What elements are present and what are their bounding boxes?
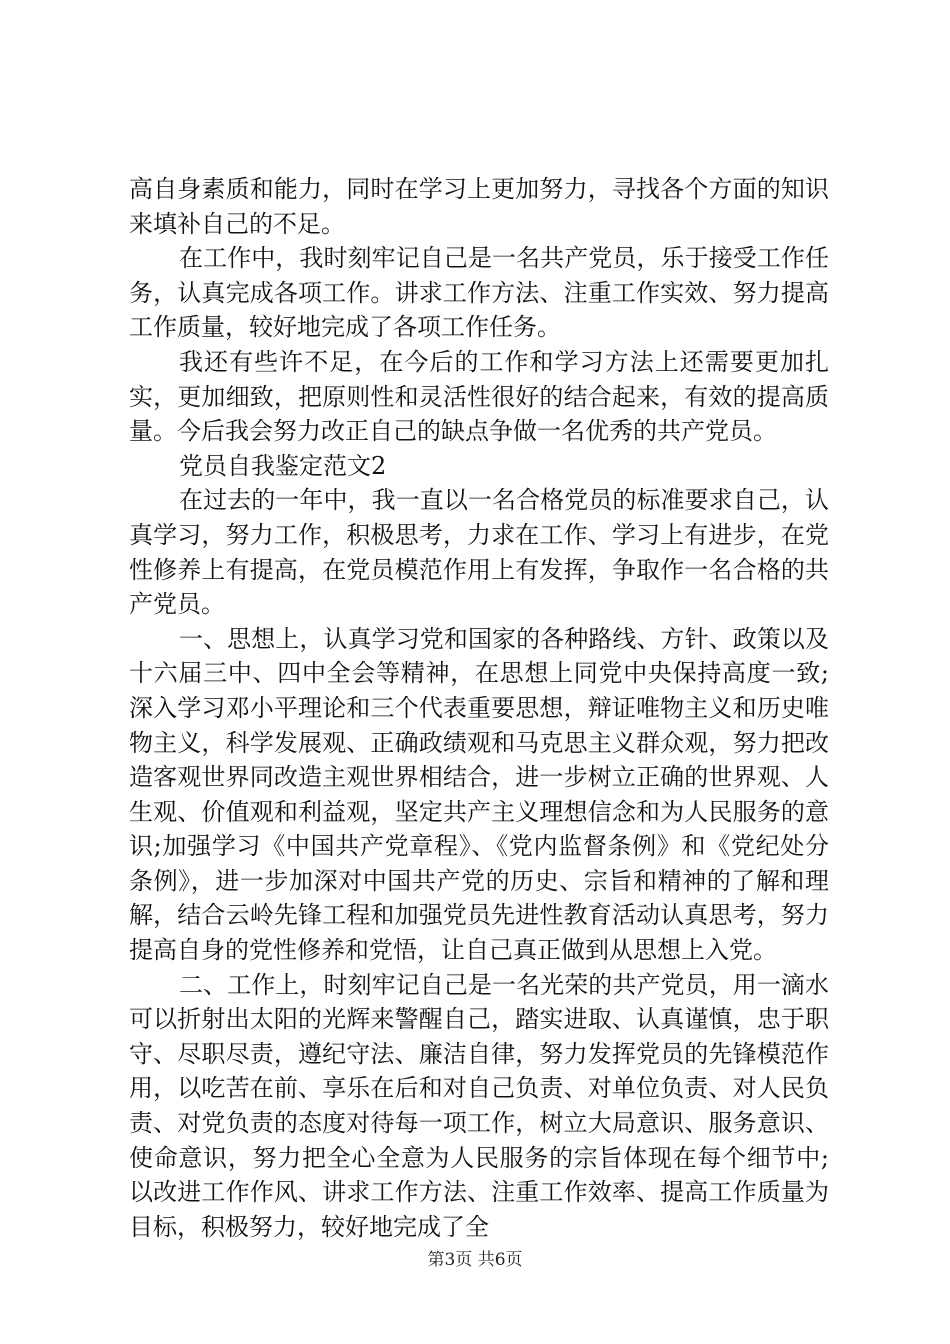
paragraph: 二、工作上，时刻牢记自己是一名光荣的共产党员，用一滴水可以折射出太阳的光辉来警醒自己，踏实进取、认真谨慎，忠于职守、尽职尽责，遵纪守法、廉洁自律，努力发挥党员的先锋模范作用，以吃苦在前、享乐在后和对自己负责、对单位负责、对人民负责、对党负责的态度对待每一项工作，树立大局意识、服务意识、使命意识，努力把全心全意为人民服务的宗旨体现在每个细节中;以改进工作作风、讲求工作方法、注重工作效率、提高工作质量为目标，积极努力，较好地完成了全 — [129, 970, 829, 1241]
document-body — [129, 172, 829, 1244]
paragraph: 在过去的一年中，我一直以一名合格党员的标准要求自己，认真学习，努力工作，积极思考，力求在工作、学习上有进步，在党性修养上有提高，在党员模范作用上有发挥，争取作一名合格的共产党员。 — [129, 486, 829, 619]
section-heading: 党员自我鉴定范文2 — [179, 451, 387, 480]
paragraph: 一、思想上，认真学习党和国家的各种路线、方针、政策以及十六届三中、四中全会等精神，在思想上同党中央保持高度一致;深入学习邓小平理论和三个代表重要思想，辩证唯物主义和历史唯物主义，科学发展观、正确政绩观和马克思主义群众观，努力把改造客观世界同改造主观世界相结合，进一步树立正确的世界观、人生观、价值观和利益观，坚定共产主义理想信念和为人民服务的意识;加强学习《中国共产党章程》、《党内监督条例》和《党纪处分条例》，进一步加深对中国共产党的历史、宗旨和精神的了解和理解，结合云岭先锋工程和加强党员先进性教育活动认真思考，努力提高自身的党性修养和党悟，让自己真正做到从思想上入党。 — [129, 624, 829, 965]
paragraph: 高自身素质和能力，同时在学习上更加努力，寻找各个方面的知识来填补自己的不足。 — [129, 175, 829, 238]
paragraph: 在工作中，我时刻牢记自己是一名共产党员，乐于接受工作任务，认真完成各项工作。讲求工作方法、注重工作实效、努力提高工作质量，较好地完成了各项工作任务。 — [129, 244, 829, 342]
page-number-footer: 第3页 共6页 — [427, 1250, 523, 1270]
paragraph: 我还有些许不足，在今后的工作和学习方法上还需要更加扎实，更加细致，把原则性和灵活性很好的结合起来，有效的提高质量。今后我会努力改正自己的缺点争做一名优秀的共产党员。 — [129, 347, 829, 446]
